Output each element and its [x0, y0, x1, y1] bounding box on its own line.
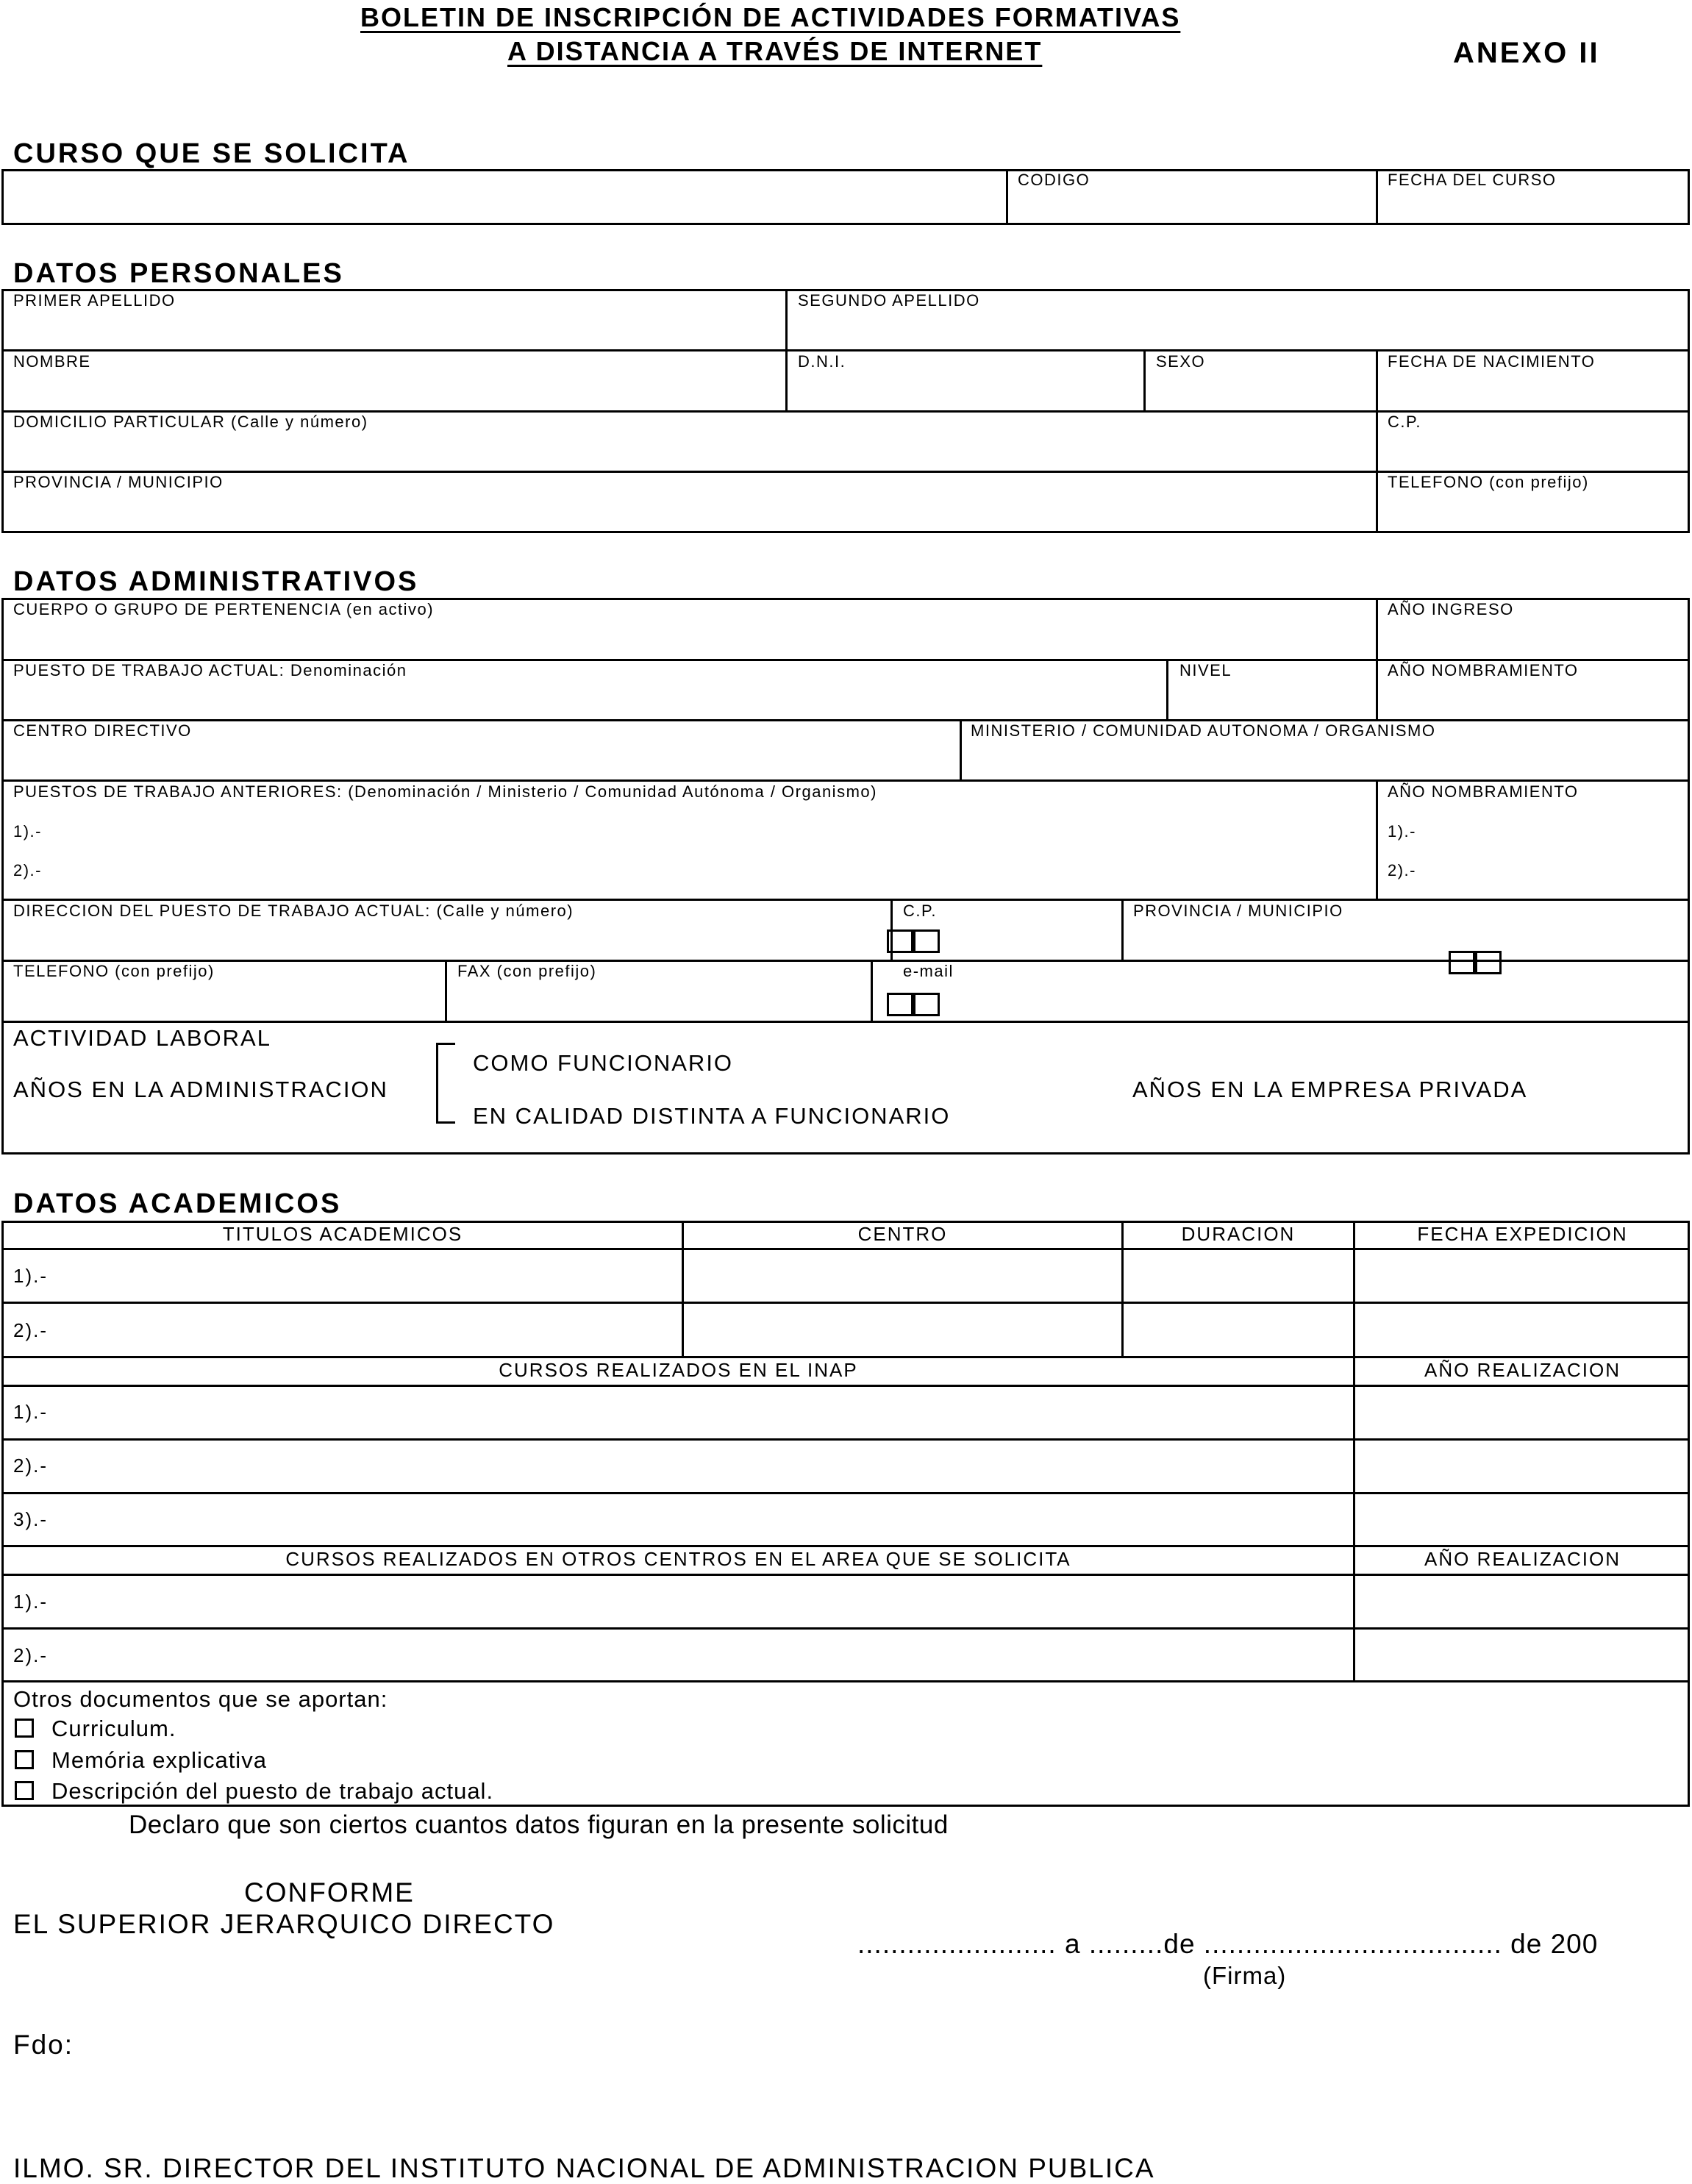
puesto-actual-label: PUESTO DE TRABAJO ACTUAL: Denominación: [13, 661, 407, 679]
curriculum-checkbox[interactable]: [15, 1719, 34, 1738]
anio-anterior-1: 1).-: [1388, 822, 1416, 841]
sexo-label: SEXO: [1156, 352, 1206, 371]
nivel-label: NIVEL: [1179, 661, 1232, 679]
anios-privada-label: AÑOS EN LA EMPRESA PRIVADA: [1132, 1077, 1528, 1102]
inap-row-1: 1).-: [13, 1401, 48, 1423]
section-administrativos-heading: DATOS ADMINISTRATIVOS: [13, 566, 419, 597]
provincia-label: PROVINCIA / MUNICIPIO: [13, 473, 224, 491]
cp-box-a: [887, 929, 913, 953]
inap-row-2: 2).-: [13, 1455, 48, 1477]
otros-row-1: 1).-: [13, 1591, 48, 1613]
curriculum-label: Curriculum.: [51, 1716, 176, 1741]
col-fecha: FECHA EXPEDICION: [1417, 1223, 1628, 1245]
nombre-label: NOMBRE: [13, 352, 91, 371]
col-centro: CENTRO: [857, 1223, 948, 1245]
puestos-anteriores-label: PUESTOS DE TRABAJO ANTERIORES: (Denominación / Ministerio / Comunidad Autónoma / Organismo): [13, 782, 877, 801]
direccion-label: DIRECCION DEL PUESTO DE TRABAJO ACTUAL: (Calle y número): [13, 902, 574, 920]
form-title-line1: BOLETIN DE INSCRIPCIÓN DE ACTIVIDADES FORMATIVAS: [360, 2, 1181, 32]
dni-label: D.N.I.: [798, 352, 846, 371]
cursos-inap-header: CURSOS REALIZADOS EN EL INAP: [499, 1359, 858, 1381]
provincia-box-b: [1475, 951, 1502, 974]
cp-admin-label: C.P.: [903, 902, 937, 920]
segundo-apellido-label: SEGUNDO APELLIDO: [798, 291, 980, 310]
anios-admin-label: AÑOS EN LA ADMINISTRACION: [13, 1077, 388, 1102]
otros-documentos-label: Otros documentos que se aportan:: [13, 1686, 388, 1712]
cp-box-b: [913, 929, 940, 953]
superior-label: EL SUPERIOR JERARQUICO DIRECTO: [13, 1909, 555, 1939]
fecha-nacimiento-label: FECHA DE NACIMIENTO: [1388, 352, 1596, 371]
section-academicos-heading: DATOS ACADEMICOS: [13, 1188, 342, 1219]
anio-nombramiento-label: AÑO NOMBRAMIENTO: [1388, 661, 1579, 679]
titulo-row-1: 1).-: [13, 1265, 48, 1287]
conforme-label: CONFORME: [244, 1877, 415, 1908]
inap-row-3: 3).-: [13, 1508, 48, 1530]
section-curso-heading: CURSO QUE SE SOLICITA: [13, 138, 410, 169]
titulo-row-2: 2).-: [13, 1319, 48, 1341]
provincia-box-a: [1449, 951, 1475, 974]
bracket: [436, 1043, 455, 1124]
email-label: e-mail: [903, 962, 954, 980]
actividad-laboral-label: ACTIVIDAD LABORAL: [13, 1025, 271, 1051]
otros-row-2: 2).-: [13, 1644, 48, 1666]
anio-ingreso-label: AÑO INGRESO: [1388, 600, 1514, 618]
anio-realizacion-header: AÑO REALIZACION: [1424, 1359, 1621, 1381]
como-funcionario-label: COMO FUNCIONARIO: [473, 1050, 734, 1076]
fax-label: FAX (con prefijo): [457, 962, 597, 980]
declaracion-text: Declaro que son ciertos cuantos datos figuran en la presente solicitud: [129, 1810, 949, 1839]
section-personales-heading: DATOS PERSONALES: [13, 258, 344, 289]
fecha-curso-label: FECHA DEL CURSO: [1388, 171, 1557, 189]
email-box-a: [887, 993, 913, 1016]
col-duracion: DURACION: [1181, 1223, 1296, 1245]
anio-realizacion-2-header: AÑO REALIZACION: [1424, 1548, 1621, 1570]
academicos-box: [1, 1221, 1690, 1807]
cursos-otros-header: CURSOS REALIZADOS EN OTROS CENTROS EN EL AREA QUE SE SOLICITA: [285, 1548, 1071, 1570]
form-title-line2: A DISTANCIA A TRAVÉS DE INTERNET: [507, 36, 1043, 66]
memoria-checkbox[interactable]: [15, 1750, 34, 1769]
administrativos-box: [1, 598, 1690, 1155]
descripcion-label: Descripción del puesto de trabajo actual.: [51, 1778, 494, 1804]
fdo-label: Fdo:: [13, 2030, 74, 2060]
cp-label: C.P.: [1388, 413, 1421, 431]
cuerpo-label: CUERPO O GRUPO DE PERTENENCIA (en activo): [13, 600, 435, 618]
telefono-admin-label: TELEFONO (con prefijo): [13, 962, 215, 980]
puesto-anterior-2: 2).-: [13, 861, 42, 879]
domicilio-label: DOMICILIO PARTICULAR (Calle y número): [13, 413, 368, 431]
annex-label: ANEXO II: [1453, 37, 1600, 69]
fecha-lugar-line: ........................ a .........de .................................... de 200: [857, 1929, 1599, 1959]
col-titulos: TITULOS ACADEMICOS: [222, 1223, 463, 1245]
telefono-label: TELEFONO (con prefijo): [1388, 473, 1589, 491]
primer-apellido-label: PRIMER APELLIDO: [13, 291, 176, 310]
firma-label: (Firma): [1203, 1962, 1287, 1989]
calidad-distinta-label: EN CALIDAD DISTINTA A FUNCIONARIO: [473, 1103, 951, 1129]
email-box-b: [913, 993, 940, 1016]
codigo-label: CODIGO: [1018, 171, 1090, 189]
destinatario-label: ILMO. SR. DIRECTOR DEL INSTITUTO NACIONAL DE ADMINISTRACION PUBLICA: [13, 2153, 1155, 2183]
anio-nombramiento-2-label: AÑO NOMBRAMIENTO: [1388, 782, 1579, 801]
anio-anterior-2: 2).-: [1388, 861, 1416, 879]
puesto-anterior-1: 1).-: [13, 822, 42, 841]
descripcion-checkbox[interactable]: [15, 1781, 34, 1800]
ministerio-label: MINISTERIO / COMUNIDAD AUTONOMA / ORGANISMO: [971, 721, 1436, 740]
centro-directivo-label: CENTRO DIRECTIVO: [13, 721, 192, 740]
provincia-admin-label: PROVINCIA / MUNICIPIO: [1133, 902, 1343, 920]
memoria-label: Memória explicativa: [51, 1747, 267, 1773]
